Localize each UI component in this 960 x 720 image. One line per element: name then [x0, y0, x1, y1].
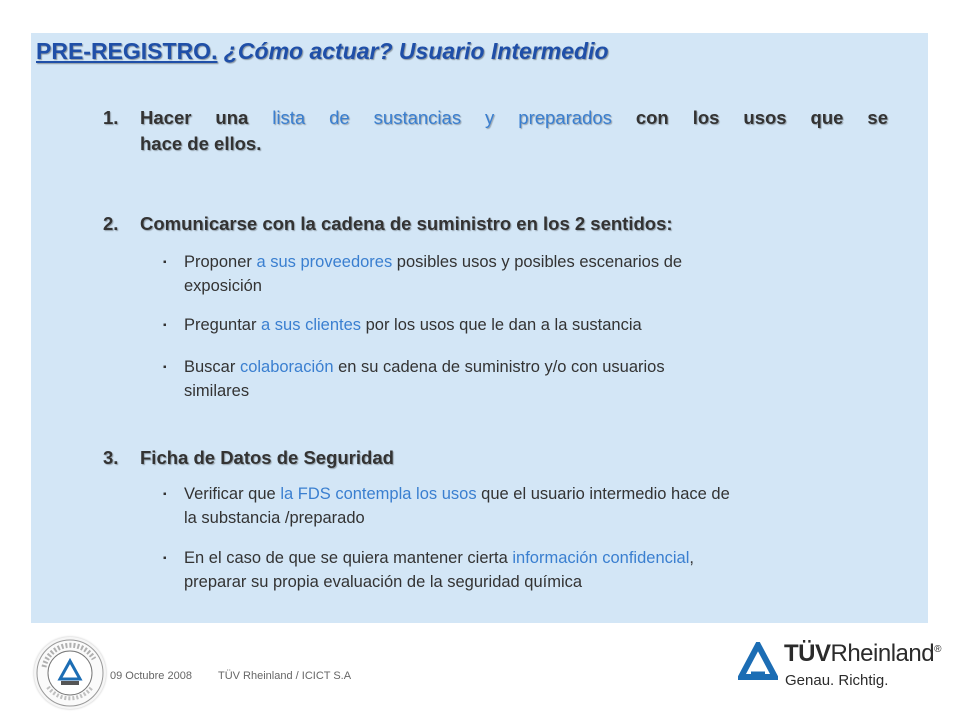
- footer-date: 09 Octubre 2008: [110, 670, 192, 682]
- bullet-1-pre: Proponer: [184, 253, 257, 271]
- bullet-1-highlight: a sus proveedores: [256, 253, 393, 271]
- bullet-3-line-2: similares: [184, 382, 250, 400]
- title-prefix: PRE-REGISTRO.: [36, 38, 218, 64]
- bullet-4-marker: ▪: [163, 489, 167, 500]
- logo-brand: [784, 640, 941, 668]
- bullet-4: [184, 482, 904, 530]
- logo-registered: ®: [934, 644, 941, 655]
- logo-tagline: Genau. Richtig.: [785, 672, 889, 689]
- section-2-heading: Comunicarse con la cadena de suministro en los 2 sentidos:: [140, 213, 673, 234]
- bullet-1-marker: ▪: [163, 257, 167, 268]
- section-1-text-b: con los usos que se: [611, 107, 888, 128]
- bullet-3-post: en su cadena de suministro y/o con usuarios: [333, 358, 665, 376]
- bullet-1-post: posibles usos y posibles escenarios de: [392, 253, 683, 271]
- bullet-5-line-2: preparar su propia evaluación de la seguridad química: [184, 573, 583, 591]
- bullet-2-highlight: a sus clientes: [261, 316, 362, 334]
- bullet-4-highlight: la FDS contempla los usos: [280, 485, 477, 503]
- page-title: [36, 38, 609, 65]
- bullet-3-highlight: colaboración: [239, 358, 334, 376]
- section-1-number: 1.: [103, 107, 119, 128]
- bullet-5-post: ,: [689, 549, 694, 567]
- bullet-5-marker: ▪: [163, 553, 167, 564]
- section-2-number: 2.: [103, 213, 119, 234]
- bullet-2-pre: Preguntar: [184, 316, 262, 334]
- bullet-5-highlight: información confidencial: [512, 549, 690, 567]
- bullet-4-post: que el usuario intermedio hace de: [476, 485, 730, 503]
- section-1-highlight: lista de sustancias y preparados: [272, 107, 612, 128]
- section-1-heading: [140, 105, 888, 157]
- section-3-number: 3.: [103, 447, 119, 468]
- section-1-line-2: hace de ellos.: [140, 133, 262, 154]
- section-1-line-1: [140, 105, 888, 131]
- logo-brand-rest: Rheinland: [830, 640, 935, 667]
- bullet-4-line-2: la substancia /preparado: [184, 509, 365, 527]
- title-main: ¿Cómo actuar? Usuario Intermedio: [217, 38, 609, 64]
- tuv-certification-seal: [34, 637, 106, 709]
- bullet-4-pre: Verificar que: [184, 485, 281, 503]
- bullet-5: [184, 546, 904, 594]
- section-3-heading: Ficha de Datos de Seguridad: [140, 447, 394, 468]
- bullet-5-pre: En el caso de que se quiera mantener cierta: [184, 549, 513, 567]
- bullet-2-post: por los usos que le dan a la sustancia: [361, 316, 642, 334]
- bullet-1-line-2: exposición: [184, 277, 262, 295]
- seal-graphic: [34, 637, 106, 709]
- triangle-logo-icon: [738, 642, 778, 684]
- bullet-2: [184, 313, 904, 337]
- section-1-text-a: Hacer una: [140, 107, 273, 128]
- bullet-3: [184, 355, 904, 403]
- bullet-2-marker: ▪: [163, 320, 167, 331]
- logo-brand-bold: TÜV: [784, 640, 831, 667]
- footer-organization: TÜV Rheinland / ICICT S.A: [218, 670, 352, 682]
- bullet-1: [184, 250, 904, 298]
- bullet-3-marker: ▪: [163, 362, 167, 373]
- bullet-3-pre: Buscar: [184, 358, 240, 376]
